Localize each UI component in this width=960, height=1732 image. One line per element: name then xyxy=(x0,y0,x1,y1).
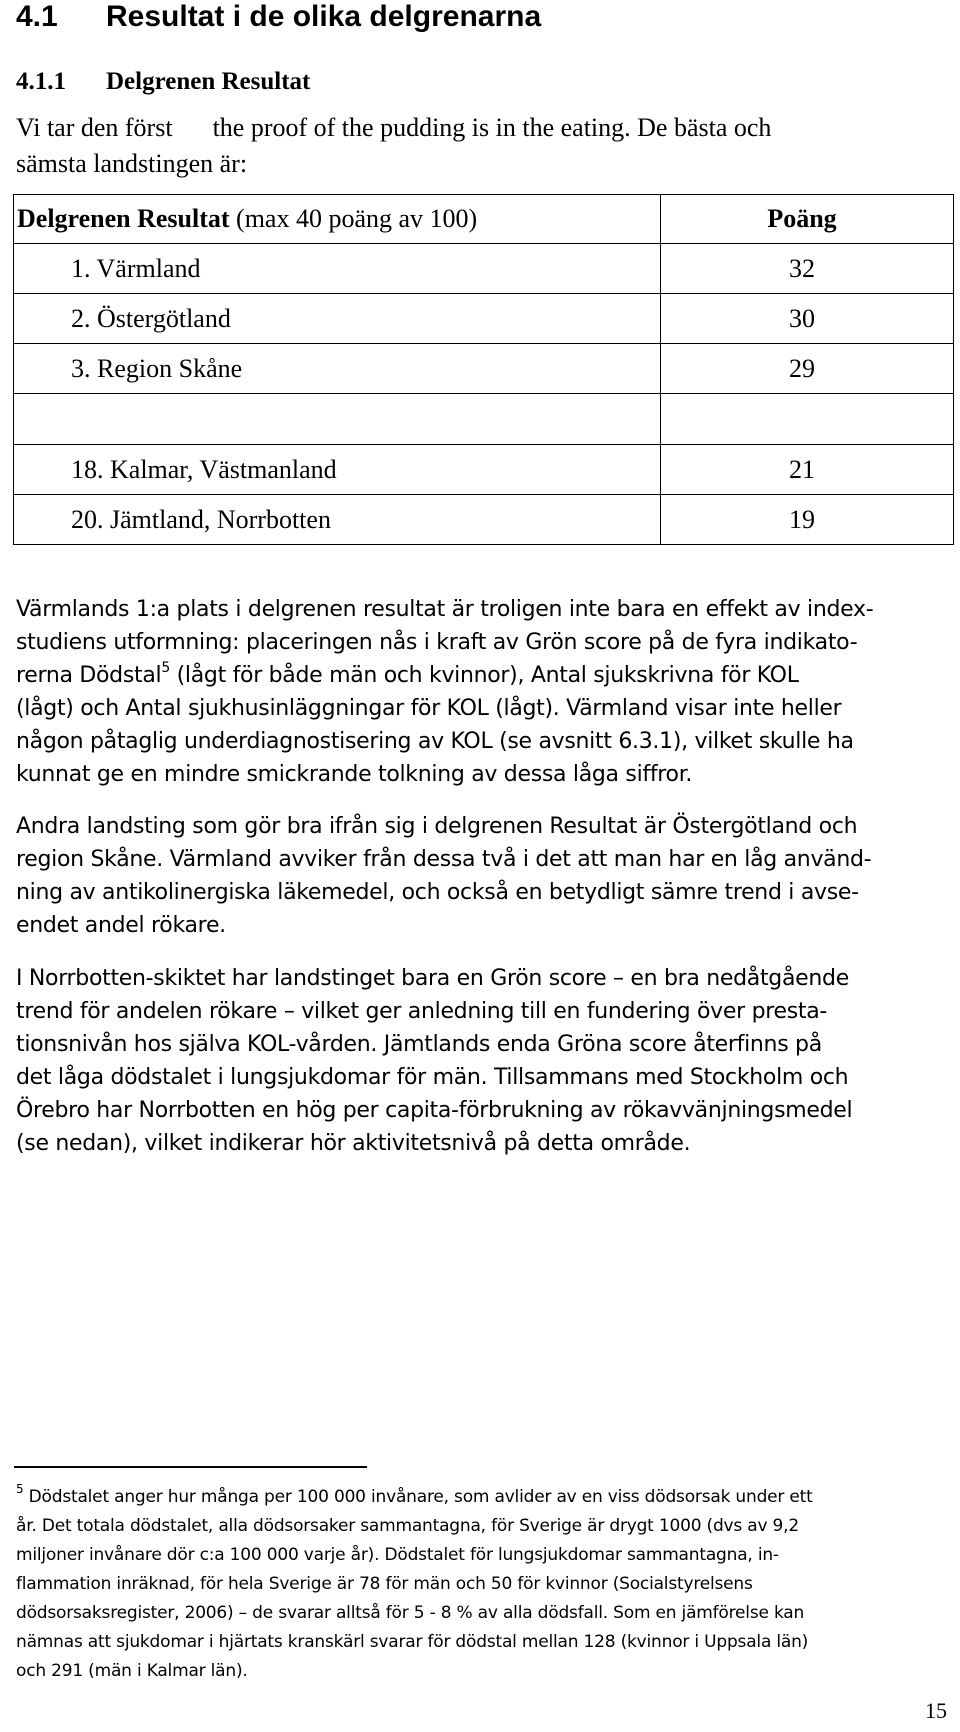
header-bold: Delgrenen Resultat xyxy=(17,204,230,233)
table-row xyxy=(14,294,954,344)
table-row xyxy=(14,244,954,294)
section-title: Resultat i de olika delgrenarna xyxy=(106,0,542,33)
intro-quote: the proof of the pudding is in the eating xyxy=(212,113,625,142)
county-points: 32 xyxy=(661,244,954,294)
footnote-divider xyxy=(14,1466,367,1468)
table-header-points: Poäng xyxy=(661,195,954,244)
county-points: 29 xyxy=(661,344,954,394)
table-header-row xyxy=(14,195,954,244)
footnote-marker: 5 xyxy=(16,1482,24,1497)
county-name xyxy=(17,404,71,433)
footnote: $^5$ Dödstalet anger hur många per 100 000 invånare, som avlider av en viss dödsorsak under ett år. Det totala dödstalet, alla dödsorsaker sammantagna, för Sverige är drygt 1000 (dvs av 9,2 miljoner invånare dör c:a 100 000 varje år). Dödstalet för lungsjukdomar sammantagna, in- flammation inräknad, för hela Sverige är 78 för män och 50 för kvinnor (Socialstyrelsens dödsorsaksregister, 2006) – de svarar alltså för 5 - 8 % av alla dödsfall. Som en jämförelse kan nämnas att sjukdomar i hjärtats kranskärl svarar för dödstal mellan 128 (kvinnor i Uppsala län) och 291 (män i Kalmar län). xyxy=(16,1482,813,1681)
footnote-ref[interactable]: 5 xyxy=(161,659,170,676)
county-name: 3. Region Skåne xyxy=(71,353,243,383)
subsection-heading xyxy=(16,68,310,96)
table-row-empty xyxy=(14,394,954,445)
paragraph-varmland: Värmlands 1:a plats i delgrenen resultat är troligen inte bara en effekt av index- studiens utformning: placeringen nås i kraft av Grön score på de fyra indikato- rerna Dödstal$^5$ (lågt för både män och kvinnor), Antal sjukskrivna för KOL (lågt) och Antal sjukhusinläggningar för KOL (lågt). Värmland visar inte heller någon påtaglig underdiagnostisering av KOL (se avsnitt 6.3.1), vilket skulle ha kunnat ge en mindre smickrande tolkning av dessa låga siffror. xyxy=(16,597,874,787)
county-points xyxy=(661,394,954,445)
intro-paragraph xyxy=(16,110,916,182)
county-points: 19 xyxy=(661,495,954,545)
table-header-name xyxy=(14,195,661,244)
section-heading xyxy=(16,0,541,34)
paragraph-other-counties: Andra landsting som gör bra ifrån sig i delgrenen Resultat är Östergötland och region Skåne. Värmland avviker från dessa två i det att man har en låg använd- ning av antikolinergiska läkemedel, och också en betydligt sämre trend i avse- endet andel rökare. xyxy=(16,814,872,938)
intro-line: sämsta landstingen är: xyxy=(16,149,248,178)
header-light: (max 40 poäng av 100) xyxy=(229,204,478,233)
subsection-number: 4.1.1 xyxy=(16,68,66,95)
county-points: 21 xyxy=(661,445,954,495)
results-table xyxy=(13,194,954,545)
paragraph-norrbotten: I Norrbotten-skiktet har landstinget bara en Grön score – en bra nedåtgående trend för andelen rökare – vilket ger anledning till en fundering över presta- tionsnivån hos själva KOL-vården. Jämtlands enda Gröna score återfinns på det låga dödstalet i lungsjukdomar för män. Tillsammans med Stockholm och Örebro har Norrbotten en hög per capita-förbrukning av rökavvänjningsmedel (se nedan), vilket indikerar hör aktivitetsnivå på detta område. xyxy=(16,966,853,1156)
county-name: 2. Östergötland xyxy=(71,303,231,333)
county-name: 18. Kalmar, Västmanland xyxy=(71,454,337,484)
section-number: 4.1 xyxy=(16,0,58,33)
county-name: 1. Värmland xyxy=(71,253,201,283)
intro-text: . De bästa och xyxy=(624,113,772,142)
subsection-title: Delgrenen Resultat xyxy=(106,68,311,95)
table-row xyxy=(14,344,954,394)
intro-line xyxy=(16,110,916,146)
county-points: 30 xyxy=(661,294,954,344)
page-number: 15 xyxy=(925,1698,947,1723)
table-row xyxy=(14,495,954,545)
table-row xyxy=(14,445,954,495)
intro-text: Vi tar den först xyxy=(16,113,173,142)
county-name: 20. Jämtland, Norrbotten xyxy=(71,504,331,534)
